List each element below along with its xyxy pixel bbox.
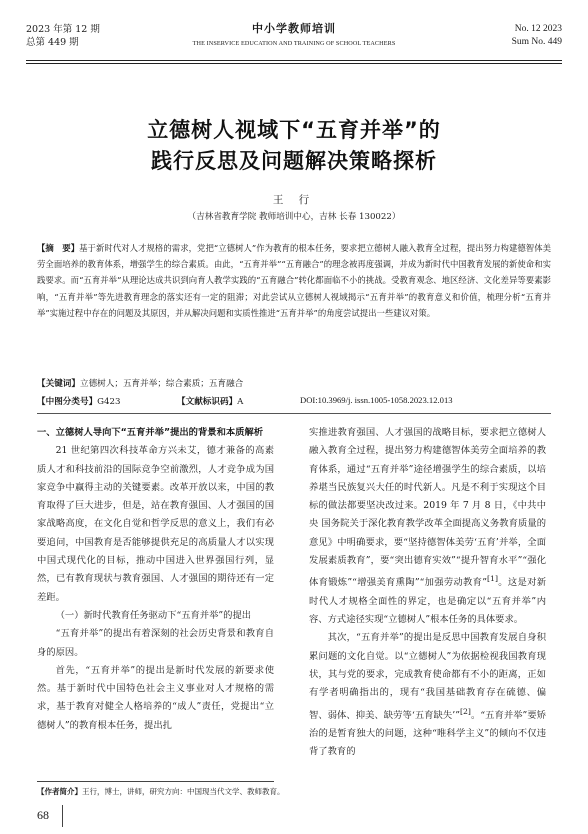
- page-number: 68: [37, 808, 49, 822]
- body-column-left: [37, 424, 274, 735]
- issue-info-en: [512, 23, 562, 49]
- paragraph: 首先，“五育并举”的提出是新时代发展的新要求使然。基于新时代中国特色社会主义事业对人才规格的需求，基于教育对健全人格培养的“成人”责任，党提出“立德树人”的教育根本任务，提出扎: [37, 664, 274, 731]
- issue-total: 总第 449 期: [26, 37, 79, 48]
- classification-value: G423: [97, 397, 121, 407]
- author-name: 王 行: [272, 194, 316, 206]
- keywords-text: 立德树人；五育并举；综合素质；五育融合: [79, 379, 244, 389]
- document-code: [177, 395, 243, 407]
- paragraph: “五育并举”的提出有着深刻的社会历史背景和教育自身的原因。: [37, 628, 274, 658]
- abstract-divider: [37, 413, 551, 414]
- paragraph-text: 其次，“五育并举”的提出是反思中国教育发展自身积累问题的文化自觉。以“立德树人”为依据检视我国教育现状，其与党的要求，完成教育使命都有不小的距离，正如有学者明确指出的，现有“我国基础教育存在硫德、偏智、弱体、抑美、缺劳等‘五育缺失’”: [309, 632, 546, 721]
- page-number-divider: [62, 805, 63, 827]
- paragraph-text: 实推进教育强国、人才强国的战略目标，要求把立德树人融入教育全过程，提出努力构建德智体美劳全面培养的教育体系，通过“五育并举”途径增强学生的综合素质，以培养堪当民族复兴大任的时代新人。凡是不利于实现这个目标的做法都要坚决改过来。2019 年 7 月 8 日，《中共中央 国务院关于深化教育教学改革全面提高义务教育质量的意见》中明确要求，要“坚持德智体美劳‘五育’并举，全面发展素质教育”，要“突出德育实效”“提升智育水平”“强化体育锻炼”“增强美育熏陶”“加强劳动教育”: [309, 427, 546, 589]
- footnote-text: 王行，博士，讲师，研究方向：中国现当代文学、教师教育。: [82, 787, 285, 796]
- classification-label: 【中图分类号】: [37, 397, 98, 407]
- issue-number-en: No. 12 2023: [514, 24, 562, 34]
- issue-number: 2023 年第 12 期: [26, 24, 100, 35]
- author-affiliation: （吉林省教育学院 教师培训中心，吉林 长春 130022）: [187, 212, 401, 222]
- abstract: [37, 240, 551, 321]
- journal-name-cn: 中小学教师培训: [252, 22, 336, 35]
- header-rule-thin: [26, 63, 562, 64]
- doi: DOI:10.3969/j. issn.1005-1058.2023.12.013: [300, 395, 453, 405]
- doc-code-label: 【文献标识码】: [177, 397, 238, 407]
- keywords-label: 【关键词】: [37, 379, 80, 389]
- footnote-rule: [37, 781, 274, 782]
- issue-total-en: Sum No. 449: [511, 37, 562, 47]
- paragraph-text: 。这是对新时代人才规格全面性的界定，也是确定以“五育并举”内容、方式途径实现“立德树人”根本任务的具体要求。: [309, 577, 546, 626]
- header-rule-thick: [26, 60, 562, 61]
- citation-ref[interactable]: [2]: [459, 706, 471, 716]
- subsection-heading: （一）新时代教育任务驱动下“五育并举”的提出: [55, 609, 252, 621]
- abstract-text: 基于新时代对人才规格的需求，党把“立德树人”作为教育的根本任务，要求把立德树人融入教育全过程，提出努力构建德智体美劳全面培养的教育体系，增强学生的综合素质。由此，“五育并举”“五育融合”的理念被再度强调，并成为新时代中国教育发展的新使命和实践要求。而“五育并举”从理论达成共识到向育人教学实践的“五育融合”转化都面临不小的挑战。受教育观念、地区经济、文化差异等要素影响，“五育并举”等先进教育理念的落实还有一定的阻滞；对此尝试从立德树人视域揭示“五育并举”的教育意义和价值，梳理分析“五育并举”实施过程中存在的问题及其原因，并从解决问题和实质性推进“五育并举”的角度尝试提出一些建议对策。: [37, 243, 552, 318]
- paragraph: [309, 629, 546, 761]
- journal-name: [26, 20, 562, 47]
- paragraph-text: 。“五育并举”要矫治的是暂育独大的问题，这种“唯科学主义”的倾向不仅违背了教育的: [309, 709, 546, 758]
- classification-number: [37, 395, 120, 407]
- body-column-right: [309, 424, 546, 762]
- paragraph: [309, 424, 546, 629]
- doc-code-value: A: [237, 397, 244, 407]
- abstract-label: 【摘 要】: [37, 243, 80, 253]
- running-header: [26, 20, 562, 68]
- journal-name-en: THE INSERVICE EDUCATION AND TRAINING OF SCHOOL TEACHERS: [192, 40, 396, 47]
- article-title-line2: 践行反思及问题解决策略探析: [151, 149, 437, 173]
- article-title-line1: 立德树人视域下“五育并举”的: [147, 118, 441, 142]
- footnote-label: 【作者简介】: [37, 787, 82, 796]
- paragraph: 21 世纪第四次科技革命方兴未艾，德才兼备的高素质人才和科技前沿的国际竞争空前激烈，人才竞争成为国家竞争中赢得主动的关键要素。改革开放以来，中国的教育取得了巨大进步，但是，站在教育强国、人才强国的国家战略高度，在文化自觉和哲学反思的意义上，我们有必要追问，中国教育是否能够提供充足的高质量人才以实现中国式现代化的目标，推动中国进入世界强国行列，显然，已有教育现状与教育强国、人才强国的期待还有一定差距。: [37, 445, 274, 603]
- author-bio-footnote: [37, 786, 285, 797]
- citation-ref[interactable]: [1]: [487, 574, 498, 584]
- keywords: [37, 377, 243, 389]
- section-heading: 一、立德树人导向下“五育并举”提出的背景和本质解析: [37, 427, 264, 438]
